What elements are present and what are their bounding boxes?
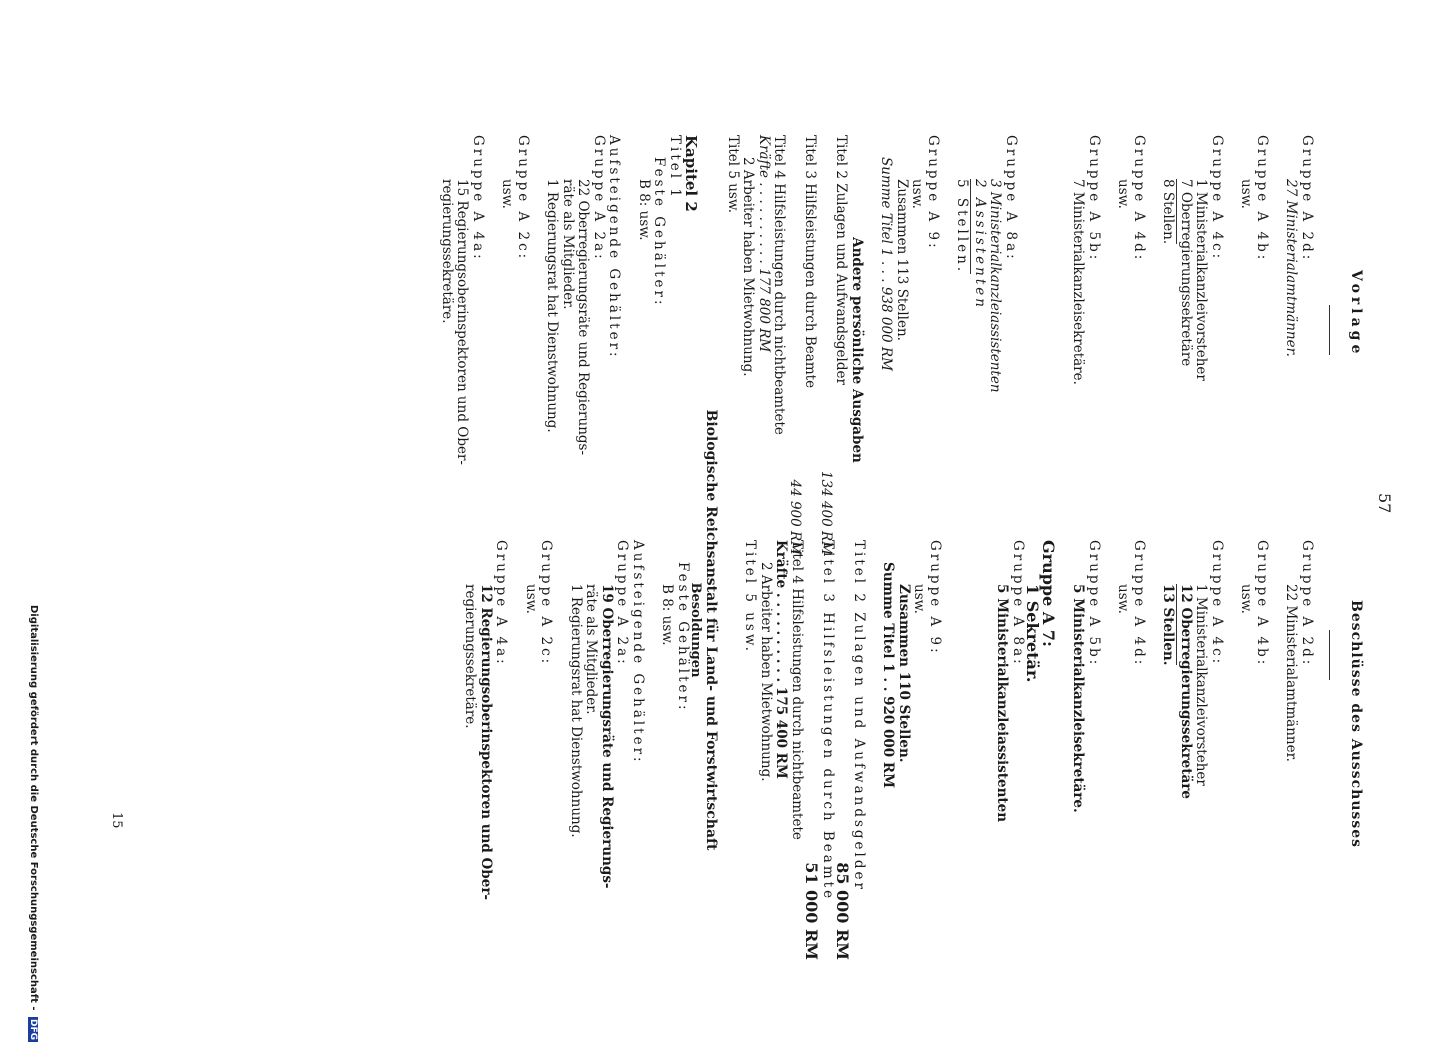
left-gruppe-a8a: Gruppe A 8a: [1003, 135, 1019, 262]
chapter-label: Kapitel 2 [682, 135, 701, 212]
right-titel3-amount: 51 000 RM [802, 862, 822, 960]
left-a4c-line2: 7 Oberregierungssekretäre [1178, 179, 1194, 367]
left-gruppe-a4d: Gruppe A 4d: [1131, 135, 1147, 263]
right-gruppe-a4c: Gruppe A 4c: [1209, 540, 1225, 667]
right-gruppe-a4b: Gruppe A 4b: [1254, 540, 1270, 668]
left-aufsteigende-gehaelter: Aufsteigende Gehälter: [606, 135, 623, 360]
left-a4c-line1: 1 Ministerialkanzleivorsteher [1193, 179, 1210, 381]
left-a8a-line1: 3 Ministerialkanzleiassistenten [987, 179, 1004, 393]
right-summe-titel1: Summe Titel 1 . . 920 000 RM [880, 562, 897, 789]
right-gruppe-a7: Gruppe A 7: [1039, 540, 1058, 647]
right-a2c-value: usw. [523, 584, 539, 614]
right-a4d-value: usw. [1115, 584, 1132, 614]
right-gruppe-a2a: Gruppe A 2a: [614, 540, 631, 667]
left-zusammen: Zusammen 113 Stellen. [894, 179, 910, 341]
left-titel4-line1: Titel 4 Hilfsleistungen durch nichtbeamtete [771, 135, 788, 435]
left-titel2: Titel 2 Zulagen und Aufwandsgelder [833, 135, 850, 385]
left-a4d-value: usw. [1115, 179, 1132, 209]
right-a2a-line2: räte als Mitglieder. [583, 584, 600, 715]
dfg-logo: DFG [28, 1019, 38, 1041]
right-aufsteigende-gehaelter: Aufsteigende Gehälter: [630, 540, 646, 765]
right-titel5: Titel 5 usw. [742, 540, 759, 655]
right-a4c-total: 13 Stellen. [1160, 584, 1177, 666]
left-a4b-value: usw. [1238, 179, 1255, 209]
right-titel3: Titel 3 Hilfsleistungen durch Beamte [820, 540, 836, 902]
left-column-title: Vorlage [1348, 270, 1364, 358]
besoldungen-heading: Besoldungen [688, 582, 703, 678]
left-a4a-line1: 15 Regierungsoberinspektoren und Ober- [454, 179, 471, 465]
left-a2a-line2: räte als Mitglieder. [560, 179, 576, 310]
right-gruppe-a9: Gruppe A 9: [927, 540, 943, 656]
left-gruppe-a5b: Gruppe A 5b: [1086, 135, 1102, 263]
right-gruppe-a2c: Gruppe A 2c: [538, 540, 555, 667]
right-a7-value: 1 Sekretär. [1023, 584, 1043, 683]
right-titel4-line2: Kräfte . . . . . . . . . . 175 400 RM [773, 540, 790, 779]
right-title-rule [1329, 630, 1330, 680]
right-a4a-line2: regierungssekretäre. [462, 584, 479, 729]
left-titel2-amount: 134 400 RM [818, 470, 834, 555]
right-a2a-line1: 19 Oberregierungsräte und Regierungs- [599, 584, 615, 889]
chapter-title: Biologische Reichsanstalt für Land- und Forstwirtschaft [703, 409, 719, 851]
left-gruppe-a2d: Gruppe A 2d: [1299, 135, 1315, 263]
left-b8: B 8: usw. [636, 179, 652, 241]
left-gruppe-a9: Gruppe A 9: [925, 135, 941, 251]
left-a4c-total: 8 Stellen. [1160, 179, 1177, 245]
right-gruppe-a5b: Gruppe A 5b: [1086, 540, 1102, 668]
right-a2a-line3: 1 Regierungsrat hat Dienstwohnung. [568, 584, 584, 838]
right-a9-value: usw. [911, 584, 928, 614]
left-titel3-amount: 44 900 RM [787, 479, 803, 555]
right-column-title: Beschlüsse des Ausschusses [1348, 600, 1364, 849]
left-a8a-total: 5 Stellen. [954, 179, 971, 275]
right-a2d-value: 22 Ministerialamtmänner. [1283, 584, 1300, 762]
left-a9-value: usw. [909, 179, 926, 209]
right-gruppe-a2d: Gruppe A 2d: [1299, 540, 1315, 668]
left-gruppe-a4b: Gruppe A 4b: [1254, 135, 1270, 263]
right-gruppe-a4a: Gruppe A 4a: [493, 540, 510, 667]
left-titel4-line3: 2 Arbeiter haben Mietwohnung. [740, 157, 757, 377]
left-titel1: Titel 1 [667, 135, 683, 200]
bottom-page-number: 15 [109, 812, 124, 829]
left-a5b-value: 7 Ministerialkanzleisekretäre. [1070, 179, 1087, 385]
right-titel4-line1: Titel 4 Hilfsleistungen durch nichtbeamtete [789, 540, 805, 840]
right-column [462, 540, 1314, 970]
left-titel4-line2: Kräfte . . . . . . . . . . 177 800 RM [756, 135, 772, 353]
right-a4c-line1: 1 Ministerialkanzleivorsteher [1193, 584, 1210, 786]
right-feste-gehaelter: Feste Gehälter: [675, 562, 691, 713]
left-a2a-line1: 22 Oberregierungsräte und Regierungs- [575, 179, 592, 456]
right-a4b-value: usw. [1238, 584, 1255, 614]
left-heading-andere: Andere persönliche Ausgaben [849, 237, 865, 463]
left-gruppe-a2c: Gruppe A 2c: [515, 135, 531, 262]
right-b8: B 8: usw. [659, 584, 676, 646]
left-gruppe-a4c: Gruppe A 4c: [1209, 135, 1225, 262]
left-feste-gehaelter: Feste Gehälter: [651, 157, 668, 308]
right-a8a-value: 5 Ministerialkanzleiassistenten [994, 584, 1011, 823]
right-zusammen: Zusammen 110 Stellen. [896, 584, 912, 763]
left-title-rule [1329, 305, 1330, 355]
left-a2c-value: usw. [499, 179, 516, 209]
right-gruppe-a4d: Gruppe A 4d: [1131, 540, 1147, 668]
right-a4a-line1: 12 Regierungsoberinspektoren und Ober- [478, 584, 494, 901]
right-titel2: Titel 2 Zulagen und Aufwandsgelder [851, 540, 867, 892]
left-a8a-line2: 2 Assistenten [972, 179, 988, 310]
left-column [439, 135, 1315, 565]
right-titel2-amount: 85 000 RM [833, 862, 853, 960]
left-a4a-line2: regierungssekretäre. [439, 179, 455, 324]
right-a5b-value: 5 Ministerialkanzleisekretäre. [1070, 584, 1087, 813]
right-a4c-line2: 12 Oberregierungssekretäre [1178, 584, 1194, 799]
left-titel5: Titel 5 usw. [725, 135, 741, 214]
left-summe-titel1: Summe Titel 1 . . . 938 000 RM [878, 157, 895, 371]
left-gruppe-a4a: Gruppe A 4a: [470, 135, 486, 262]
left-a2a-line3: 1 Regierungsrat hat Dienstwohnung. [544, 179, 561, 433]
left-titel3: Titel 3 Hilfsleistungen durch Beamte [802, 135, 819, 389]
right-titel4-line3: 2 Arbeiter haben Mietwohnung. [758, 562, 774, 782]
left-gruppe-a2a: Gruppe A 2a: [591, 135, 607, 262]
page-number: 57 [1375, 493, 1394, 514]
digitization-footer [28, 605, 39, 1042]
left-a2d-value: 27 Ministerialamtmänner. [1283, 179, 1300, 357]
right-gruppe-a8a: Gruppe A 8a: [1010, 540, 1026, 667]
footer-text: Digitalisierung gefördert durch die Deutsche Forschungsgemeinschaft - [28, 605, 39, 1011]
